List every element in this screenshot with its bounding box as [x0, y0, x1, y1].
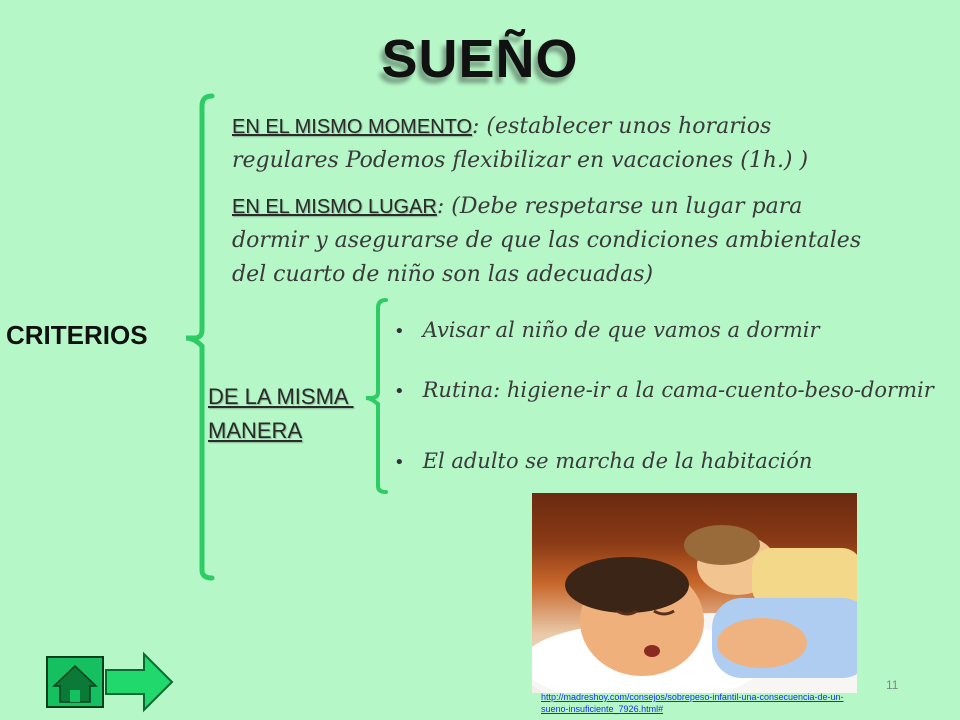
next-button[interactable] — [104, 650, 174, 714]
sleeping-child-photo — [532, 493, 857, 693]
bullet-text: Avisar al niño de que vamos a dormir — [422, 318, 820, 342]
home-button[interactable] — [46, 656, 104, 708]
momento-line2: regulares Podemos flexibilizar en vacaciones (1h.) ) — [232, 148, 809, 173]
manera-label — [208, 380, 354, 448]
photo-illustration — [532, 493, 857, 693]
sub-bracket — [366, 300, 386, 492]
slide-title: SUEÑO — [381, 29, 579, 89]
bullet-item — [394, 449, 812, 473]
lugar-line2: dormir y asegurarse de que las condiciones ambientales — [232, 228, 862, 253]
bullet-text: El adulto se marcha de la habitación — [422, 449, 813, 473]
lugar-block — [232, 190, 932, 292]
lugar-line1: : (Debe respetarse un lugar para — [436, 194, 803, 219]
source-link[interactable]: http://madreshoy.com/consejos/sobrepeso-infantil-una-consecuencia-de-un-sueno-insuficiente_7926.html# — [541, 692, 844, 714]
lugar-line3: del cuarto de niño son las adecuadas) — [232, 262, 654, 287]
momento-block — [232, 110, 892, 178]
arrow-right-icon — [106, 654, 172, 710]
manera-line1: DE LA MISMA — [208, 384, 354, 409]
home-icon — [48, 658, 102, 706]
bullet-item — [394, 318, 820, 342]
criterios-label: CRITERIOS — [6, 320, 148, 350]
main-bracket — [186, 96, 212, 578]
manera-line2: MANERA — [208, 418, 303, 443]
bullet-dot: • — [394, 321, 405, 342]
momento-label: EN EL MISMO MOMENTO — [232, 116, 473, 138]
page-number: 11 — [886, 678, 899, 692]
bullet-item — [394, 378, 934, 402]
bullet-text: Rutina: higiene-ir a la cama-cuento-beso-dormir — [422, 378, 934, 402]
momento-line1: : (establecer unos horarios — [472, 114, 772, 139]
lugar-label: EN EL MISMO LUGAR — [232, 196, 437, 218]
bullet-dot: • — [394, 381, 405, 402]
bullet-dot: • — [394, 452, 405, 473]
